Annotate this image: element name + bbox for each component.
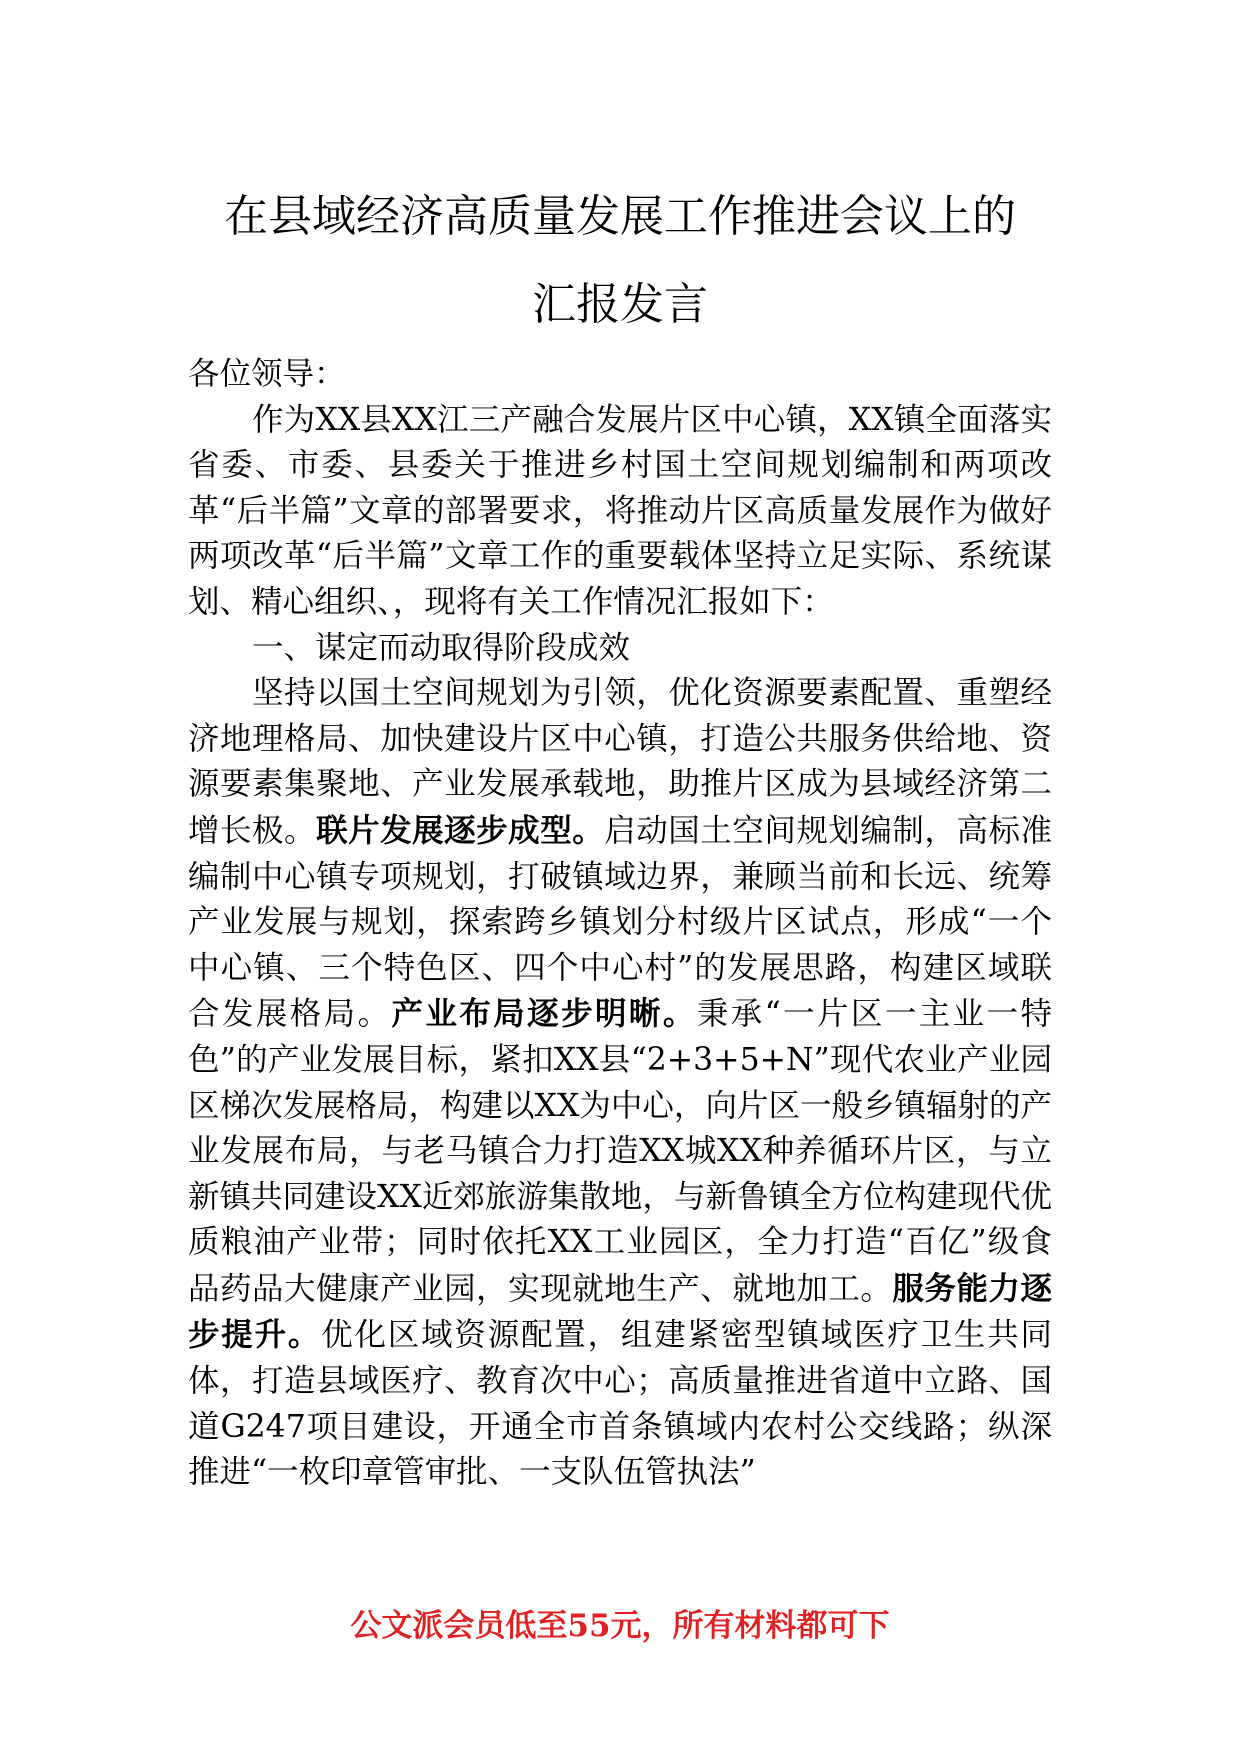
bold-subheading-3: 服务能力逐步提升。 bbox=[188, 1269, 1052, 1354]
section-1-text-end: 优化区域资源配置，组建紧密型镇域医疗卫生共同体，打造县域医疗、教育次中心；高质量推进省道中立路、国道G247项目建设，开通全市首条镇域内农村公交线路；纵深推进“一枚印章管审批、一支队伍管执法” bbox=[188, 1317, 1052, 1491]
document-title-line-2: 汇报发言 bbox=[532, 279, 708, 330]
bold-subheading-1: 联片发展逐步成型。 bbox=[316, 811, 605, 849]
section-1-text-mid-1: 启动国土空间规划编制，高标准编制中心镇专项规划，打破镇域边界，兼顾当前和长远、统筹产业发展与规划，探索跨乡镇划分村级片区试点，形成“一个中心镇、三个特色区、四个中心村”的发展思路，构建区域联合发展格局。 bbox=[188, 812, 1052, 1033]
salutation: 各位领导： bbox=[188, 356, 346, 392]
document-title-line-1: 在县域经济高质量发展工作推进会议上的 bbox=[224, 191, 1016, 242]
section-1-paragraph bbox=[188, 671, 1052, 1496]
bold-subheading-2: 产业布局逐步明晰。 bbox=[391, 995, 697, 1033]
section-1-text-start: 坚持以国土空间规划为引领，优化资源要素配置、重塑经济地理格局、加快建设片区中心镇，打造公共服务供给地、资源要素集聚地、产业发展承载地，助推片区成为县域经济第二增长极。 bbox=[188, 675, 1052, 849]
section-1-text-mid-2: 秉承“一片区一主业一特色”的产业发展目标，紧扣XX县“2+3+5+N”现代农业产业园区梯次发展格局，构建以XX为中心，向片区一般乡镇辐射的产业发展布局，与老马镇合力打造XX城XX种养循环片区，与立新镇共同建设XX近郊旅游集散地，与新鲁镇全方位构建现代优质粮油产业带；同时依托XX工业园区，全力打造“百亿”级食品药品大健康产业园，实现就地生产、就地加工。 bbox=[188, 996, 1052, 1307]
promo-footer: 公文派会员低至55元，所有材料都可下 bbox=[350, 1608, 890, 1644]
intro-paragraph: 作为XX县XX江三产融合发展片区中心镇，XX镇全面落实省委、市委、县委关于推进乡村国土空间规划编制和两项改革“后半篇”文章的部署要求，将推动片区高质量发展作为做好两项改革“后半篇”文章工作的重要载体坚持立足实际、系统谋划、精心组织、，现将有关工作情况汇报如下： bbox=[188, 401, 1052, 620]
document-body bbox=[188, 352, 1052, 1496]
section-heading-1: 一、谋定而动取得阶段成效 bbox=[252, 629, 631, 666]
